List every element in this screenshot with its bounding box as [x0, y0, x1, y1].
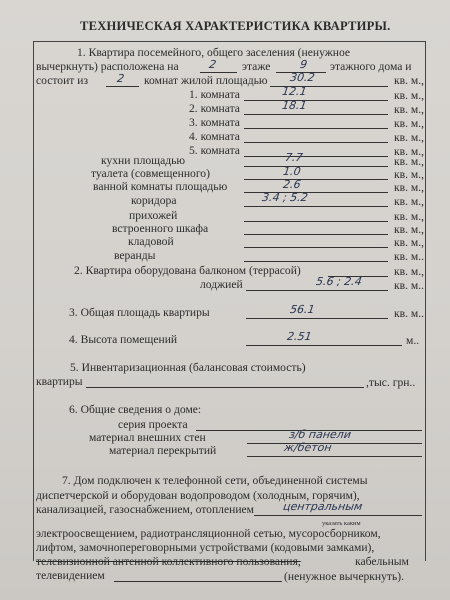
s5-line1: 5. Инвентаризационная (балансовая стоимость) [70, 361, 306, 374]
total-area-value: 56.1 [289, 303, 316, 316]
bath-value: 2.6 [282, 178, 302, 191]
page-title: ТЕХНИЧЕСКАЯ ХАРАКТЕРИСТИКА КВАРТИРЫ. [80, 19, 391, 33]
unit: кв. м., [394, 210, 425, 223]
s4-label: 4. Высота помещений [69, 333, 178, 346]
form-frame-top [33, 41, 425, 42]
form-frame-right [425, 41, 426, 561]
floors-value: 9 [299, 58, 308, 71]
s7-line3: канализацией, газоснабжением, отоплением [36, 503, 255, 516]
s1-line3a: состоит из [36, 74, 89, 87]
unit: кв. м., [394, 168, 425, 181]
series-label: серия проекта [118, 418, 188, 431]
room2-value: 18.1 [281, 99, 308, 112]
unit: кв. м., [394, 131, 425, 144]
unit: м.. [406, 334, 420, 347]
unit: кв. м., [394, 236, 425, 249]
s1-line2a: вычеркнуть) расположена на [36, 60, 179, 73]
height-value: 2.51 [286, 330, 313, 343]
room3-label: 3. комната [189, 116, 240, 129]
room2-label: 2. комната [189, 102, 240, 115]
form-frame-left [33, 41, 34, 561]
s1-line2c: этажного дома и [330, 60, 412, 73]
s3-label: 3. Общая площадь квартиры [69, 306, 210, 319]
unit: кв. м., [394, 145, 425, 158]
veranda-label: веранды [114, 249, 156, 262]
floors-material-label: материал перекрытий [109, 444, 217, 457]
unit: кв. м., [394, 195, 425, 208]
floors-material-value: ж/бетон [283, 441, 333, 454]
s1-line3b: комнат жилой площадью [144, 74, 268, 87]
s1-line1: 1. Квартира посемейного, общего заселения (ненужное [77, 46, 351, 59]
unit: кв. м., [394, 181, 425, 194]
toilet-label: туалета (совмещенного) [91, 167, 210, 180]
s7-line2: диспетчерской и оборудован водопроводом (холодным, горячим), [36, 489, 360, 502]
kitchen-label: кухни площадью [101, 154, 186, 167]
unit: кв. м., [394, 89, 425, 102]
unit: кв. м.. [394, 250, 425, 263]
unit: кв. м., [394, 103, 425, 116]
corridor-value: 3.4 ; 5.2 [261, 191, 309, 204]
hall-label: прихожей [129, 209, 178, 222]
unit: кв. м., [394, 223, 425, 236]
s5-line2: квартиры [36, 375, 83, 388]
s7-line5: лифтом, замочнопереговорными устройствами (кодовыми замками), [36, 541, 375, 554]
room1-value: 12.1 [281, 85, 308, 98]
s7-line1: 7. Дом подключен к телефонной сети, объединенной системы [62, 474, 368, 487]
kitchen-value: 7.7 [284, 151, 304, 164]
bath-label: ванной комнаты площадью [93, 180, 228, 193]
walls-label: материал внешних стен [89, 431, 206, 444]
unit: кв. м., [394, 74, 425, 87]
s1-floor-label: этаже [242, 60, 271, 73]
unit: кв. м.. [394, 279, 425, 292]
s6-label: 6. Общие сведения о доме: [69, 403, 202, 416]
living-area-value: 30.2 [289, 71, 316, 84]
pantry-label: кладовой [128, 235, 174, 248]
s7-line6: телевизионной антенной коллективного пользования, [36, 555, 301, 568]
heating-hint: указать каким [322, 520, 361, 527]
unit: кв. м., [394, 117, 425, 130]
room4-label: 4. комната [189, 130, 240, 143]
unit: ,тыс. грн.. [366, 376, 416, 389]
s7-line7: телевидением [36, 569, 105, 582]
s2-line2: лоджией [200, 278, 243, 291]
s7-line4: электроосвещением, радиотрансляционной сетью, мусоросборником, [36, 527, 381, 540]
toilet-value: 1.0 [282, 165, 302, 178]
corridor-label: коридора [131, 194, 177, 207]
balcony-value: 5.6 ; 2.4 [315, 275, 363, 288]
closet-label: встроенного шкафа [112, 222, 209, 235]
rooms-value: 2 [116, 72, 125, 85]
unit: кв. м., [394, 155, 425, 168]
walls-value: з/б панели [288, 428, 352, 441]
unit: кв. м., [394, 265, 425, 278]
room1-label: 1. комната [189, 88, 240, 101]
s7-line7b: (ненужное вычеркнуть). [284, 570, 405, 583]
unit: кв. м.. [394, 307, 425, 320]
room5-label: 5. комната [189, 144, 240, 157]
s2-line1: 2. Квартира оборудована балконом (террасой) [74, 264, 301, 277]
heating-value: центральным [282, 500, 364, 513]
floor-value: 2 [208, 58, 217, 71]
s7-line6b: кабельным [355, 555, 409, 568]
